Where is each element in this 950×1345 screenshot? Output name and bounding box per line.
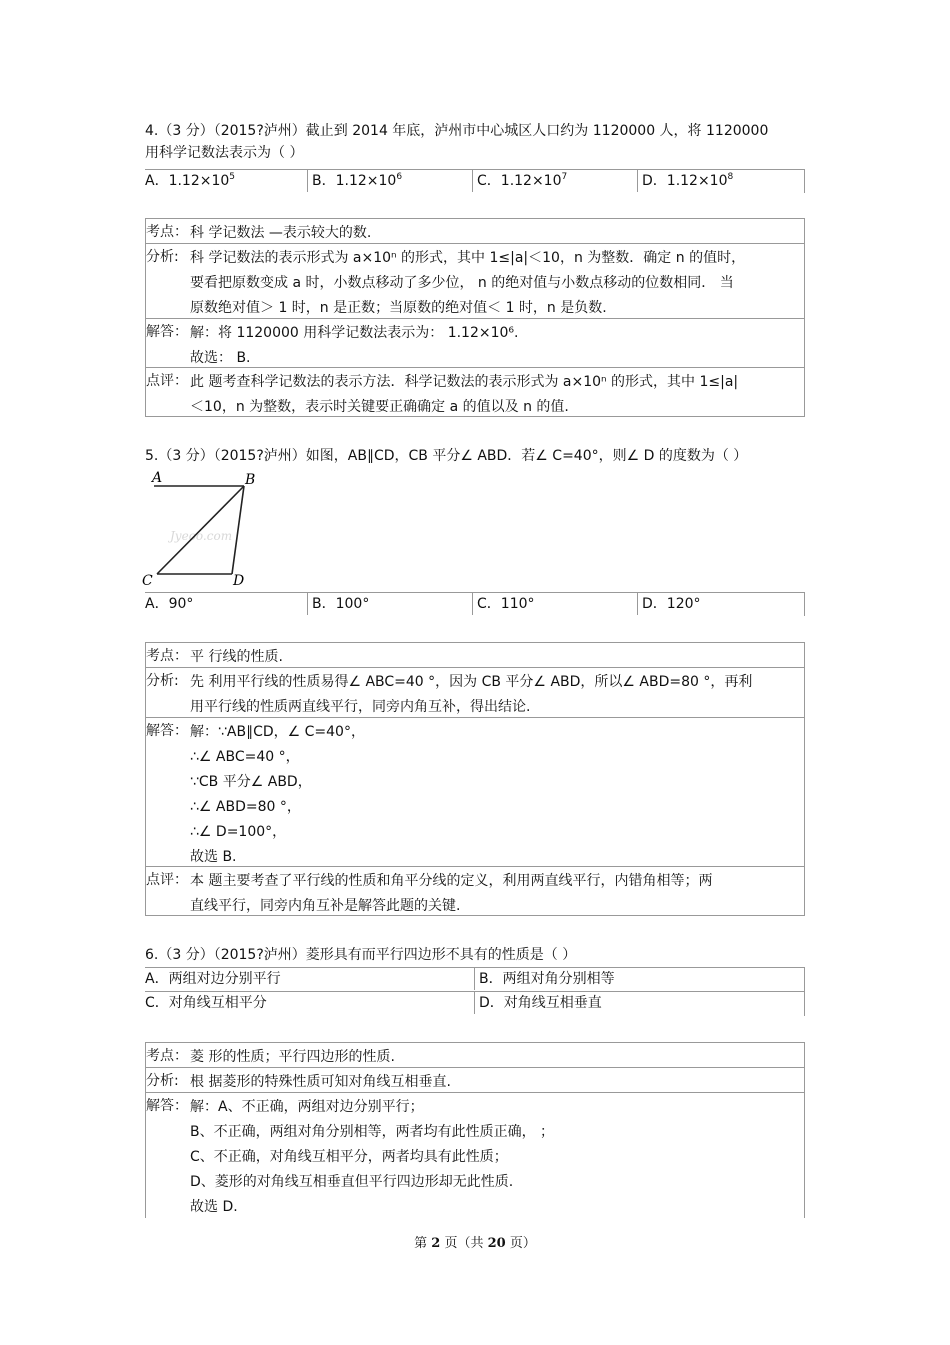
q4-dianping-line: ＜10，n 为整数，表示时关键要正确确定 a 的值以及 n 的值.: [190, 399, 569, 415]
q6-jieda-line: C、不正确，对角线互相平分，两者均具有此性质；: [190, 1149, 508, 1165]
q6-jieda-line: B、不正确，两组对角分别相等，两者均有此性质正确， ；: [190, 1124, 555, 1140]
q5-jieda-box: [145, 717, 805, 867]
q5-fenxi-label: 分析:: [146, 673, 179, 689]
q6-options-row2: [145, 992, 805, 1014]
page-total: 20: [487, 1236, 506, 1251]
q6-kaodian-text: 菱 形的性质；平行四边形的性质.: [190, 1049, 395, 1065]
q6-stem: [145, 944, 810, 966]
q5-option-c[interactable]: C．110°: [472, 593, 535, 615]
q5-dianping-box: [145, 866, 805, 916]
q6-options-right-rule: [804, 967, 805, 1016]
q4-options: [145, 170, 805, 192]
q4-dianping-label: 点评：: [146, 373, 188, 389]
q4-dianping-box: [145, 367, 805, 417]
q5-jieda-line: ∴∠ D=100°，: [190, 824, 287, 840]
q4-option-b[interactable]: B．$1.12\times 10^6$: [307, 170, 402, 192]
q5-fenxi-line: 先 利用平行线的性质易得∠ ABC=40 °，因为 CB 平分∠ ABD，所以∠ ABD=80 °，再利: [190, 674, 753, 690]
q4-stem-line1: 4.（3 分）（2015?泸州）截止到 2014 年底，泸州市中心城区人口约为 1120000 人，将 1120000: [145, 123, 769, 139]
q5-kaodian-text: 平 行线的性质.: [190, 649, 283, 665]
q4-option-d[interactable]: D．$1.12\times 10^8$: [637, 170, 733, 192]
q6-jieda-label: 解答：: [146, 1098, 188, 1114]
q6-options-row1: [145, 968, 805, 990]
q5-kaodian-box: [145, 642, 805, 668]
q5-kaodian-label: 考点：: [146, 648, 188, 664]
q4-jieda-line: 故选： B.: [190, 350, 251, 366]
q6-option-b[interactable]: B．两组对角分别相等: [474, 968, 615, 990]
q6-stem-line: 6.（3 分）（2015?泸州）菱形具有而平行四边形不具有的性质是（ ）: [145, 947, 577, 963]
q5-stem-line: 5.（3 分）（2015?泸州）如图，AB∥CD，CB 平分∠ ABD．若∠ C=40°，则∠ D 的度数为（ ）: [145, 448, 748, 464]
q4-kaodian-box: [145, 218, 805, 244]
q6-jieda-line: D、菱形的对角线互相垂直但平行四边形却无此性质.: [190, 1174, 514, 1190]
q6-kaodian-label: 考点：: [146, 1048, 188, 1064]
q5-jieda-label: 解答：: [146, 723, 188, 739]
q4-kaodian-text: 科 学记数法 —表示较大的数.: [190, 225, 372, 241]
q5-jieda-line: ∴∠ ABC=40 °，: [190, 749, 300, 765]
q4-fenxi-line: 原数绝对值＞ 1 时，n 是正数；当原数的绝对值＜ 1 时，n 是负数.: [190, 300, 607, 316]
q5-jieda-line: 解：∵AB∥CD，∠ C=40°，: [190, 724, 365, 740]
q6-fenxi-text: 根 据菱形的特殊性质可知对角线互相垂直.: [190, 1074, 451, 1090]
q5-stem: [145, 445, 810, 467]
q4-option-a[interactable]: A．$1.12\times 10^5$: [145, 172, 236, 189]
q4-options-right-rule: [804, 169, 805, 193]
q4-kaodian-label: 考点：: [146, 224, 188, 240]
q5-figure: [140, 468, 270, 590]
q5-fenxi-line: 用平行线的性质两直线平行，同旁内角互补，得出结论.: [190, 699, 531, 715]
q6-jieda-box: [145, 1092, 805, 1218]
q5-fenxi-box: [145, 667, 805, 718]
q6-fenxi-box: [145, 1067, 805, 1093]
segment-bd: [232, 486, 244, 574]
q5-options: [145, 593, 805, 615]
q4-fenxi-line: 要看把原数变成 a 时，小数点移动了多少位， n 的绝对值与小数点移动的位数相同． 当: [190, 275, 734, 291]
q4-fenxi-line: 科 学记数法的表示形式为 a×10ⁿ 的形式，其中 1≤|a|＜10，n 为整数．确定 n 的值时，: [190, 250, 746, 266]
q5-dianping-line: 本 题主要考查了平行线的性质和角平分线的定义，利用两直线平行，内错角相等；两: [190, 873, 713, 889]
q4-stem: [145, 120, 810, 164]
label-b: B: [245, 472, 256, 488]
label-c: C: [142, 573, 153, 589]
q6-kaodian-box: [145, 1042, 805, 1068]
q4-dianping-line: 此 题考查科学记数法的表示方法．科学记数法的表示形式为 a×10ⁿ 的形式，其中 1≤|a|: [190, 374, 739, 390]
q5-options-right-rule: [804, 592, 805, 616]
q5-jieda-line: 故选 B.: [190, 849, 237, 865]
label-a: A: [152, 470, 163, 486]
q4-jieda-label: 解答：: [146, 324, 188, 340]
q6-jieda-line: 解：A、不正确，两组对边分别平行；: [190, 1099, 424, 1115]
q6-jieda-line: 故选 D.: [190, 1199, 238, 1215]
q5-dianping-line: 直线平行，同旁内角互补是解答此题的关键.: [190, 898, 461, 914]
q5-jieda-line: ∴∠ ABD=80 °，: [190, 799, 301, 815]
q5-jieda-line: ∵CB 平分∠ ABD，: [190, 774, 312, 790]
q5-option-b[interactable]: B．100°: [307, 593, 369, 615]
q4-stem-line2: 用科学记数法表示为（ ）: [145, 145, 304, 161]
q5-option-a[interactable]: A．90°: [145, 596, 194, 612]
q6-fenxi-label: 分析:: [146, 1073, 179, 1089]
q4-option-c[interactable]: C．$1.12\times 10^7$: [472, 170, 567, 192]
q4-jieda-box: [145, 318, 805, 368]
q4-fenxi-label: 分析:: [146, 249, 179, 265]
label-d: D: [233, 573, 245, 589]
q4-jieda-line: 解：将 1120000 用科学记数法表示为： 1.12×10⁶.: [190, 325, 519, 341]
q6-option-a[interactable]: A．两组对边分别平行: [145, 971, 281, 987]
q4-fenxi-box: [145, 243, 805, 319]
q6-option-d[interactable]: D．对角线互相垂直: [474, 992, 602, 1014]
page-footer: 第 2 页（共 20 页）: [414, 1236, 536, 1251]
q5-dianping-label: 点评：: [146, 872, 188, 888]
page-number: 2: [431, 1236, 441, 1251]
q5-option-d[interactable]: D．120°: [637, 593, 701, 615]
q6-option-c[interactable]: C．对角线互相平分: [145, 995, 267, 1011]
watermark: Jyeoo.com: [170, 529, 233, 543]
